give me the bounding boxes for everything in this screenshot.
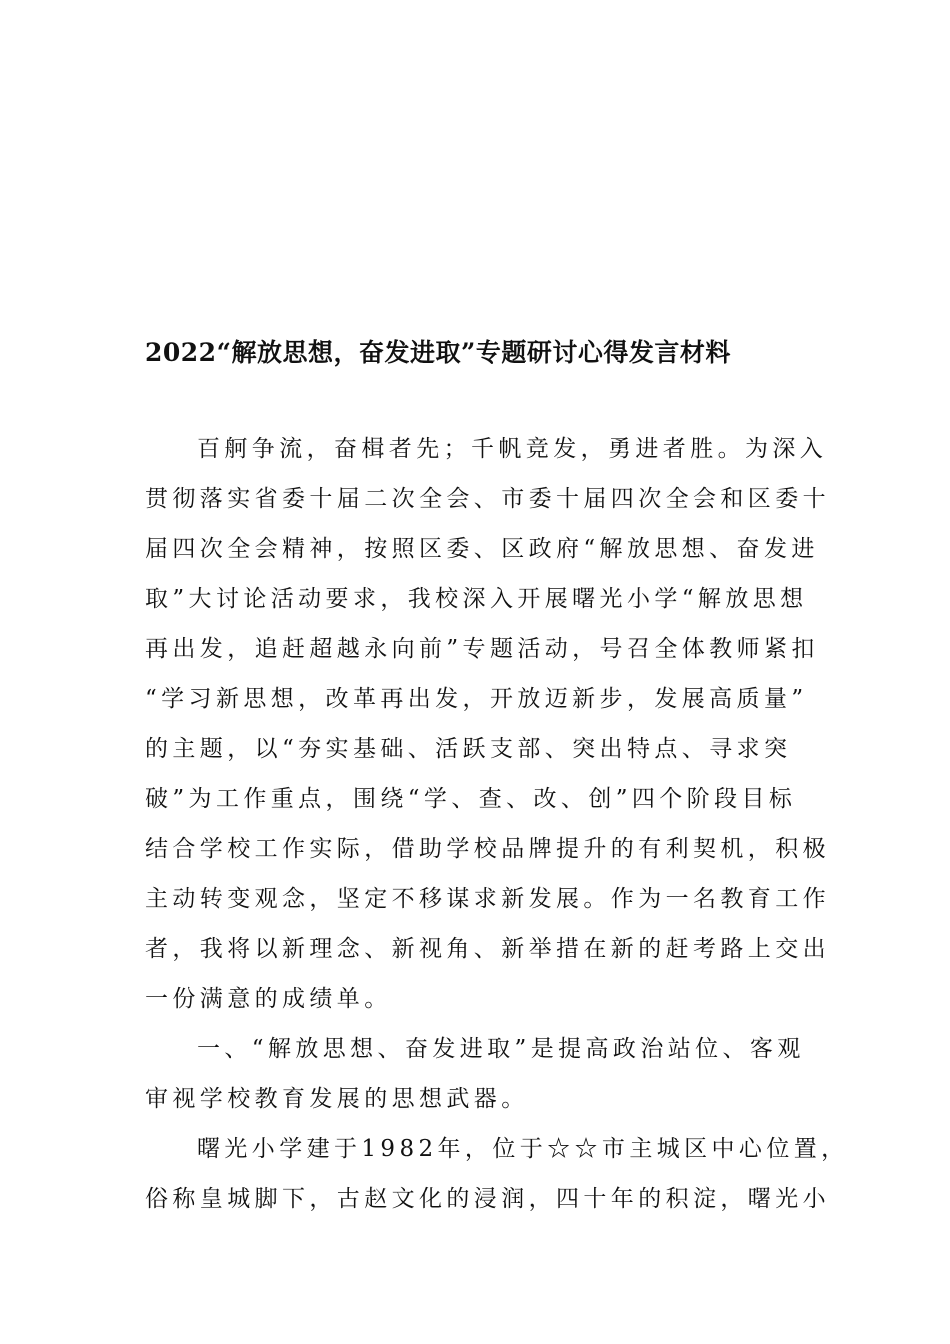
paragraph-line: 贯彻落实省委十届二次全会、市委十届四次全会和区委十 (145, 486, 830, 512)
paragraph-line: 百舸争流，奋楫者先；千帆竞发，勇进者胜。为深入 (197, 436, 828, 462)
paragraph-line: “学习新思想，改革再出发，开放迈新步，发展高质量” (145, 686, 808, 712)
paragraph-line: 破”为工作重点，围绕“学、查、改、创”四个阶段目标 (145, 786, 797, 812)
paragraph-line: 主动转变观念，坚定不移谋求新发展。作为一名教育工作 (145, 886, 830, 912)
paragraph-line: 的主题，以“夯实基础、活跃支部、突出特点、寻求突 (145, 736, 792, 762)
paragraph-line: 再出发，追赶超越永向前”专题活动，号召全体教师紧扣 (145, 636, 819, 662)
paragraph-line: 俗称皇城脚下，古赵文化的浸润，四十年的积淀，曙光小 (145, 1186, 830, 1212)
paragraph-line: 取”大讨论活动要求，我校深入开展曙光小学“解放思想 (145, 586, 808, 612)
section-heading-line: 审视学校教育发展的思想武器。 (145, 1086, 529, 1112)
paragraph-line: 一份满意的成绩单。 (145, 986, 392, 1012)
paragraph-line: 者，我将以新理念、新视角、新举措在新的赶考路上交出 (145, 936, 830, 962)
paragraph-line: 曙光小学建于1982年，位于☆☆市主城区中心位置， (197, 1136, 849, 1162)
document-body (145, 424, 849, 1224)
paragraph-line: 届四次全会精神，按照区委、区政府“解放思想、奋发进 (145, 536, 819, 562)
section-heading-line: 一、“解放思想、奋发进取”是提高政治站位、客观 (197, 1036, 805, 1062)
document-title: 2022“解放思想，奋发进取”专题研讨心得发言材料 (145, 338, 731, 367)
paragraph-line: 结合学校工作实际，借助学校品牌提升的有利契机，积极 (145, 836, 830, 862)
